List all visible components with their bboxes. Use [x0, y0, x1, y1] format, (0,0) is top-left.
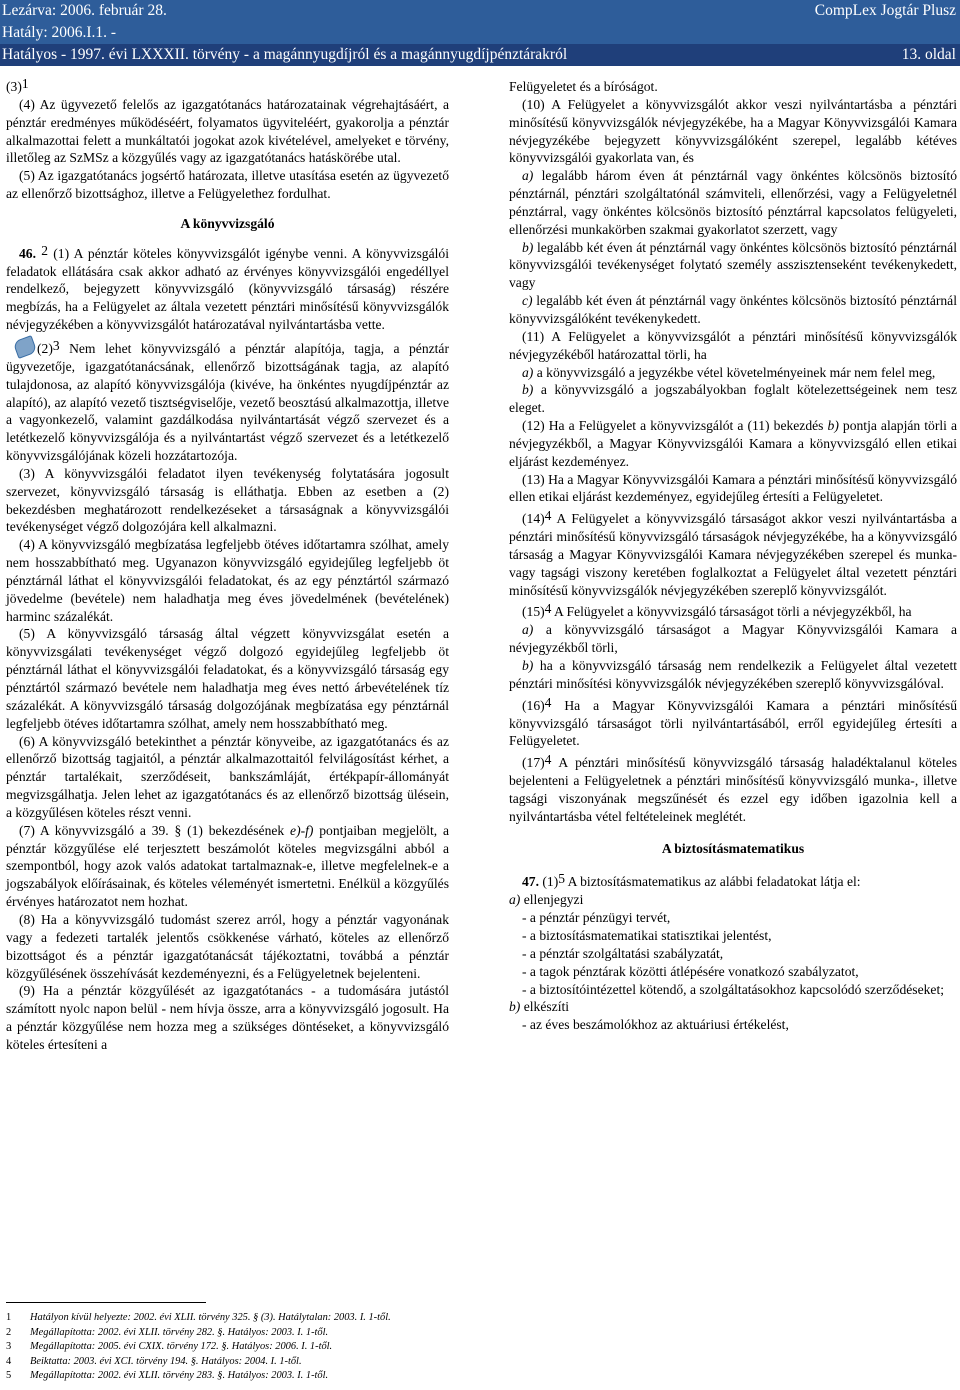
paragraph-3: $(3)^1$ — [6, 76, 29, 94]
header-bar-act — [0, 44, 960, 66]
section-46-paragraph-6: (6) A könyvvizsgáló betekinthet a pénztár könyveibe, az igazgatótanács és az ellenőrző bizottság tagjaitól, a pénztár alkalmazottaitól felvilágosítást kérhet, a pénztár tartalékait, szerződéseit, bankszámláját, értékpapír-állományát megvizsgálhatja. Jelen lehet az igazgatótanács és az ellenőrző bizottság ülésein, a közgyűlésen köteles részt venni. — [6, 733, 449, 820]
point-a-item: - a pénztár szolgáltatási szabályzatát, — [522, 945, 724, 961]
footnote-item: 2 Megállapította: 2002. évi XLII. törvény 282. §. Hatályos: 2003. I. 1-től. — [6, 1326, 329, 1338]
section-46-paragraph-5: (5) A könyvvizsgáló társaság által végzett könyvvizsgálat esetén a könyvvizsgálati tevékenységet végző dolgozó egyidejűleg legfeljebb öt pénztárnál láthat el könyvvizsgálói feladatokat, és a könyvvizsgáló társaság egy pénztártól származó bevétele nem haladhatja meg éves nettó árbevételének tíz százalékát. A könyvvizsgáló társaság dolgozójának megbízatása egy pénztárnál legfeljebb ötéves időtartamra szólhat, amely nem hosszabbítható meg. — [6, 626, 449, 731]
paragraph-4: (4) Az ügyvezető felelős az igazgatótanács határozatainak végrehajtásáért, a pénztár eredményes működéséért, folyamatos ügyviteléért, gyakorolja a pénztár alkalmazottai felett a munkáltatói jogokat azok kivételével, amelyeket e törvény, illetőleg az SzMSz a közgyűlés vagy az igazgatótanács hatáskörébe utal. — [6, 96, 449, 166]
footnote-ref-4c[interactable]: 4 — [544, 694, 552, 710]
act-title: Hatályos - 1997. évi LXXXII. törvény - a magánnyugdíjról és a magánnyugdíjpénztárakról — [2, 46, 568, 63]
footnote-item: 4 Beiktatta: 2003. évi XCI. törvény 194. §. Hatályos: 2004. I. 1-től. — [6, 1355, 302, 1367]
footnote-ref-4b[interactable]: 4 — [544, 601, 552, 617]
section-46-paragraph-8: (8) Ha a könyvvizsgáló tudomást szerez arról, hogy a pénztár vagyonának vagy a fedezeti tartalék jelentős csökkenése várható, köteles az ellenőrző bizottságot és a pénztár igazgatótanácsát tájékoztatni, továbbá a pénztár közgyűlésének összehívását kezdeményezni, és a Felügyeletnek bejelenteni. — [6, 911, 449, 981]
section-46-paragraph-12: (12) Ha a Felügyelet a könyvvizsgálót a (11) bekezdés b) pontja alapján törli a névjegyzékből, a Magyar Könyvvizsgálói Kamara a könyvvizsgáló ellen etikai eljárást kezdeményez. — [509, 418, 957, 469]
paragraph-5: (5) Az igazgatótanács jogsértő határozata, illetve utasítása esetén az ügyvezető az ellenőrző bizottsághoz, illetve a Felügyelethez fordulhat. — [6, 168, 449, 202]
paragraph-10-point-b: b) legalább két éven át pénztárnál vagy önkéntes kölcsönös biztosító pénztárnál könyvvizsgálói tevékenységet folytató személy asszisztenseként tevékenykedett, vagy — [509, 239, 957, 291]
header-bar-scope — [0, 22, 960, 44]
section-46-paragraph-11: (11) A Felügyelet a könyvvizsgálót a pénztári minősítésű könyvvizsgálók névjegyzékéből határozattal törli, ha — [509, 328, 957, 362]
section-46-paragraph-3: (3) A könyvvizsgálói feladatot ilyen tevékenység folytatására jogosult szervezet, könyvvizsgáló társaság is elláthatja. Ebben az esetben a (2) bekezdésben meghatározott rendelkezéseket a társaságnak a könyvvizsgálói tevékenységet végző dolgozójára kell alkalmazni. — [6, 465, 449, 535]
section-46-paragraph-13: (13) Ha a Magyar Könyvvizsgálói Kamara a pénztári minősítésű könyvvizsgáló ellen etikai eljárást kezdeményez, egyidejűleg értesíti a Felügyeletet. — [509, 471, 957, 505]
point-a-item: - a biztosítóintézettel kötendő, a szolgáltatásokhoz kapcsolódó szerződéseket; — [522, 981, 945, 997]
footnote-ref-5[interactable]: 5 — [558, 871, 566, 887]
footnote-ref-4[interactable]: 4 — [544, 508, 552, 524]
section-46-paragraph-1: 46. $^2$ (1) A pénztár köteles könyvvizsgálót igénybe venni. A könyvvizsgálói feladatok ellátására csak akkor adható az érvényes könyvvizsgálói engedéllyel rendelkező, bejegyzett könyvvizsgáló (könyvvizsgáló társaság) részére megbízás, ha a Felügyelet az általa vezetett pénztári minősítésű könyvvizsgálók névjegyzékében a könyvvizsgálót határozatával nyilvántartásba vette. — [6, 242, 449, 333]
footnote-item: 1 Hatályon kívül helyezte: 2002. évi XLII. törvény 325. § (3). Hatálytalan: 2003. I. 1-től. — [6, 1312, 391, 1323]
footnotes — [6, 1311, 946, 1384]
paragraph-15-point-a: a) a könyvvizsgáló társaságot a Magyar Könyvvizsgálói Kamara a névjegyzékből törli, — [509, 622, 957, 656]
point-a-item: - a pénztár pénzügyi tervét, — [522, 910, 671, 926]
point-b-item: - az éves beszámolókhoz az aktuáriusi értékelést, — [522, 1017, 789, 1033]
section-heading-auditor: A könyvvizsgáló — [180, 215, 275, 231]
paragraph-10-point-c: c) legalább két éven át pénztárnál vagy önkéntes kölcsönös biztosító pénztárnál könyvvizsgálóként tevékenykedett. — [509, 293, 957, 326]
paragraph-11-point-a: a) a könyvvizsgáló a jegyzékbe vétel követelményeinek már nem felel meg, — [522, 364, 936, 380]
section-46-paragraph-17: $(17)^4$ A pénztári minősítésű könyvvizsgáló társaság haladéktalanul köteles bejelenteni a Felügyeletnek a pénztári minősítésű könyvvizsgáló munka-, illetve tagsági viszonyának megszűnését és ezzel egy időben igazolnia kell a nyilvántartásba vétel feltételeinek meglétét. — [509, 752, 957, 824]
footnote-ref-1[interactable]: 1 — [21, 76, 29, 91]
amendment-marker-icon[interactable] — [13, 335, 38, 359]
footnote-ref-4d[interactable]: 4 — [544, 752, 552, 768]
scope-text: Hatály: 2006.I.1. - — [2, 24, 117, 41]
footnote-ref-3[interactable]: 3 — [52, 337, 60, 353]
point-a: a) ellenjegyzi — [509, 892, 584, 908]
section-46-paragraph-14: $(14)^4$ A Felügyelet a könyvvizsgáló társaságot akkor veszi nyilvántartásba a pénztári minősítésű könyvvizsgáló társaságok névjegyzékébe, ha a könyvvizsgáló társaság a Magyar Könyvvizsgálói Kamara névjegyzékében szerepel és munka- vagy tagsági viszony keretében foglalkoztat a Felügyelet által vezetett pénztári minősítésű könyvvizsgálók névjegyzékében szereplő könyvvizsgálót. — [509, 508, 957, 598]
right-column — [509, 78, 957, 1034]
footnote-item: 5 Megállapította: 2002. évi XLII. törvény 283. §. Hatályos: 2003. I. 1-től. — [6, 1370, 329, 1381]
paragraph-15-point-b: b) ha a könyvvizsgáló társaság nem rendelkezik a Felügyelet által vezetett pénztári minősítési könyvvizsgálók névjegyzékében szereplő könyvvizsgálóval. — [509, 658, 957, 691]
footnote-ref-2[interactable]: 2 — [41, 242, 48, 258]
header-bar-top — [0, 0, 960, 22]
closed-date: Lezárva: 2006. február 28. — [2, 2, 167, 19]
section-46-paragraph-2: $(2)^3$ Nem lehet könyvvizsgáló a pénztár alapítója, tagja, a pénztár ügyvezetője, igazgatótanácsának, ellenőrző bizottságának tagja, az alapító tulajdonosa, az alapító könyvvizsgálója (kivéve, ha önkéntes nyugdíjpénztár az alapító), az alapító vezető tisztségviselője, vezető beosztású alkalmazottja, illetve a vagyonkezelő, valamint gazdálkodása nyilvántartását végző szervezet és a letétkezelő könyvvizsgálója és a nyilvántartást végző szervezet és a letétkezelő könyvvizsgálójának közeli hozzátartozója. — [6, 338, 449, 465]
left-column — [6, 78, 449, 1054]
section-46-paragraph-4: (4) A könyvvizsgáló megbízatása legfeljebb ötéves időtartamra szólhat, amely nem hosszabbítható meg. Ugyanazon könyvvizsgáló egyidejűleg legfeljebb öt pénztárnál láthat el könyvvizsgálói feladatokat, és az egy pénztártól származó jövedelme (bevétele) nem haladhatja meg éves jövedelmének (bevételének) harminc százalékát. — [6, 537, 449, 624]
point-a-item: - a tagok pénztárak közötti átlépésére vonatkozó szabályzatot, — [522, 963, 859, 979]
paragraph-10-point-a: a) legalább három éven át pénztárnál vagy önkéntes kölcsönös biztosító pénztárnál, pénztári szolgáltatónál számviteli, ellenőrzési, vagy a Felügyeletnél pénztárral, vagy önkéntes kölcsönös biztosító pénztárral kapcsolatos felügyeleti, ellenőrzési munkakörben szakmai gyakorlatot szerzett, vagy — [509, 168, 957, 237]
section-46-paragraph-9: (9) Ha a pénztár közgyűlését az igazgatótanács - a tudomására jutástól számított nyolc napon belül - nem hívja össze, arra a könyvvizsgáló jogosult. Ha a pénztár közgyűlése nem hozza meg a szükséges döntéseket, a könyvvizsgáló köteles értesíteni a — [6, 983, 449, 1052]
section-heading-actuary: A biztosításmatematikus — [661, 840, 805, 856]
page-number: 13. oldal — [901, 46, 956, 63]
footnote-item: 3 Megállapította: 2005. évi CXIX. törvény 172. §. Hatályos: 2006. I. 1-től. — [6, 1341, 333, 1352]
point-a-item: - a biztosításmatematikai statisztikai jelentést, — [522, 927, 772, 943]
paragraph-11-point-b: b) a könyvvizsgáló a jogszabályokban foglalt kötelezettségeinek nem tesz eleget. — [509, 382, 957, 416]
section-46-paragraph-16: $(16)^4$ Ha a Magyar Könyvvizsgálói Kamara a pénztári minősítésű könyvvizsgáló társaságot törli nyilvántartásából, erről egyidejűleg értesíti a Felügyeletet. — [509, 694, 957, 749]
footnote-separator — [6, 1302, 206, 1303]
brand-name: CompLex Jogtár Plusz — [814, 2, 956, 19]
point-b: b) elkészíti — [509, 999, 570, 1015]
section-46-paragraph-10: (10) A Felügyelet a könyvvizsgálót akkor veszi nyilvántartásba a pénztári minősítésű könyvvizsgálók névjegyzékébe, ha a Magyar Könyvvizsgálói Kamara névjegyzékébe bejegyzett könyvvizsgálóként szerepel, legalább kétéves könyvvizsgálói gyakorlata van, és — [509, 96, 957, 166]
section-46-paragraph-7: (7) A könyvvizsgáló a 39. § (1) bekezdésének e)-f) pontjaiban megjelölt, a pénztár közgyűlése elé terjesztett beszámolót köteles megvizsgálni abból a szempontból, hogy azok valós adatokat tartalmaznak-e, illetve megfelelnek-e a jogszabályok előírásainak, és köteles véleményét ismertetni. Enélkül a közgyűlés érvényes határozatot nem hozhat. — [6, 822, 449, 910]
section-46-paragraph-15: $(15)^4$ A Felügyelet a könyvvizsgáló társaságot törli a névjegyzékből, ha — [522, 601, 912, 620]
paragraph-9-continued: Felügyeletet és a bíróságot. — [509, 79, 658, 94]
section-47-paragraph-1: 47. $(1)^5$ A biztosításmatematikus az alábbi feladatokat látja el: — [522, 871, 861, 890]
